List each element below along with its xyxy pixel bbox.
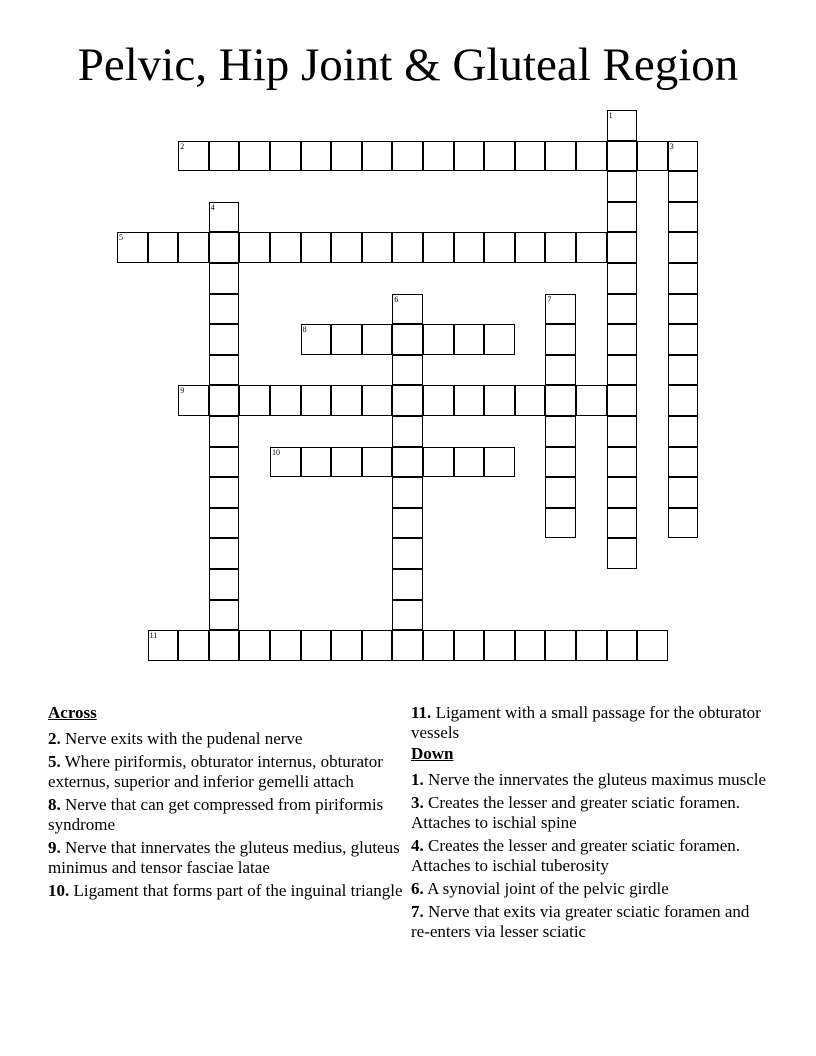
crossword-cell[interactable] [209, 630, 240, 661]
crossword-cell[interactable] [270, 385, 301, 416]
crossword-cell[interactable] [178, 630, 209, 661]
clue-across-8: 8. Nerve that can get compressed from piriformis syndrome [48, 795, 384, 834]
crossword-cell[interactable] [392, 141, 423, 172]
page-title: Pelvic, Hip Joint & Gluteal Region [77, 39, 739, 91]
crossword-cell[interactable] [362, 141, 393, 172]
crossword-cell[interactable] [668, 508, 699, 539]
clue-number: 10 [272, 447, 280, 457]
crossword-cell[interactable] [454, 447, 485, 478]
crossword-cell[interactable] [239, 232, 270, 263]
crossword-cell[interactable] [362, 385, 393, 416]
clues-left-column [48, 703, 406, 904]
crossword-cell[interactable] [392, 630, 423, 661]
crossword-cell[interactable] [301, 324, 332, 355]
crossword-cell[interactable] [545, 385, 576, 416]
crossword-cell[interactable] [301, 630, 332, 661]
crossword-cell[interactable] [607, 232, 638, 263]
crossword-cell[interactable] [607, 355, 638, 386]
crossword-cell[interactable] [515, 385, 546, 416]
crossword-cell[interactable] [301, 141, 332, 172]
crossword-cell[interactable] [545, 447, 576, 478]
crossword-cell[interactable] [668, 416, 699, 447]
crossword-cell[interactable] [668, 477, 699, 508]
crossword-cell[interactable] [607, 202, 638, 233]
crossword-cell[interactable] [454, 324, 485, 355]
crossword-cell[interactable] [209, 232, 240, 263]
crossword-cell[interactable] [637, 630, 668, 661]
crossword-cell[interactable] [545, 232, 576, 263]
clue-number: 11 [149, 631, 158, 641]
crossword-cell[interactable] [607, 324, 638, 355]
crossword-cell[interactable] [392, 569, 423, 600]
crossword-cell[interactable] [209, 416, 240, 447]
crossword-cell[interactable] [392, 324, 423, 355]
clue-across-2: 2. Nerve exits with the pudenal nerve [48, 729, 303, 748]
crossword-cell[interactable] [239, 630, 270, 661]
crossword-cell[interactable] [209, 569, 240, 600]
crossword-cell[interactable] [515, 141, 546, 172]
crossword-cell[interactable] [607, 477, 638, 508]
crossword-cell[interactable] [209, 477, 240, 508]
clue-number: 8 [302, 325, 307, 335]
crossword-cell[interactable] [331, 385, 362, 416]
clue-across-10: 10. Ligament that forms part of the inguinal triangle [48, 881, 403, 900]
crossword-cell[interactable] [545, 294, 576, 325]
crossword-cell[interactable] [545, 141, 576, 172]
crossword-cell[interactable] [454, 232, 485, 263]
clue-number: 9 [180, 386, 185, 396]
crossword-cell[interactable] [484, 385, 515, 416]
crossword-cell[interactable] [423, 630, 454, 661]
crossword-cell[interactable] [392, 232, 423, 263]
crossword-cell[interactable] [545, 324, 576, 355]
crossword-cell[interactable] [423, 447, 454, 478]
crossword-cell[interactable] [392, 294, 423, 325]
clue-number: 2 [180, 141, 185, 151]
crossword-cell[interactable] [484, 324, 515, 355]
crossword-cell[interactable] [668, 171, 699, 202]
clue-number: 5 [119, 233, 123, 243]
crossword-cell[interactable] [607, 508, 638, 539]
crossword-cell[interactable] [545, 416, 576, 447]
crossword-cell[interactable] [301, 447, 332, 478]
crossword-cell[interactable] [362, 630, 393, 661]
crossword-cell[interactable] [270, 141, 301, 172]
crossword-cell[interactable] [270, 447, 301, 478]
crossword-cell[interactable] [362, 324, 393, 355]
crossword-cell[interactable] [392, 600, 423, 631]
crossword-cell[interactable] [178, 141, 209, 172]
crossword-cell[interactable] [545, 630, 576, 661]
crossword-cell[interactable] [392, 355, 423, 386]
crossword-cell[interactable] [117, 232, 148, 263]
crossword-cell[interactable] [454, 141, 485, 172]
crossword-cell[interactable] [362, 447, 393, 478]
crossword-cell[interactable] [148, 630, 179, 661]
crossword-cell[interactable] [668, 202, 699, 233]
crossword-cell[interactable] [178, 385, 209, 416]
crossword-cell[interactable] [362, 232, 393, 263]
crossword-cell[interactable] [331, 324, 362, 355]
crossword-cell[interactable] [484, 630, 515, 661]
crossword-cell[interactable] [209, 141, 240, 172]
crossword-cell[interactable] [484, 141, 515, 172]
clue-number: 1 [608, 111, 613, 120]
clue-number: 6 [394, 294, 399, 304]
crossword-cell[interactable] [607, 171, 638, 202]
across-heading: Across [48, 703, 97, 722]
crossword-cell[interactable] [392, 447, 423, 478]
crossword-cell[interactable] [239, 141, 270, 172]
crossword-cell[interactable] [637, 141, 668, 172]
crossword-cell[interactable] [270, 232, 301, 263]
clue-across-5: 5. Where piriformis, obturator internus, obturator externus, superior and inferior gemelli attach [48, 752, 383, 791]
clue-across-11: 11. Ligament with a small passage for the obturator vessels [411, 703, 761, 742]
crossword-cell[interactable] [392, 385, 423, 416]
crossword-cell[interactable] [423, 385, 454, 416]
crossword-cell[interactable] [668, 385, 699, 416]
crossword-cell[interactable] [607, 110, 638, 141]
crossword-cell[interactable] [209, 508, 240, 539]
crossword-cell[interactable] [270, 630, 301, 661]
crossword-cell[interactable] [392, 538, 423, 569]
crossword-cell[interactable] [515, 232, 546, 263]
crossword-cell[interactable] [331, 630, 362, 661]
crossword-cell[interactable] [209, 324, 240, 355]
crossword-cell[interactable] [178, 232, 209, 263]
crossword-cell[interactable] [239, 385, 270, 416]
crossword-cell[interactable] [545, 508, 576, 539]
clue-across-9: 9. Nerve that innervates the gluteus medius, gluteus minimus and tensor fasciae latae [48, 838, 400, 877]
crossword-cell[interactable] [576, 141, 607, 172]
crossword-cell[interactable] [392, 416, 423, 447]
crossword-cell[interactable] [331, 447, 362, 478]
crossword-cell[interactable] [148, 232, 179, 263]
crossword-cell[interactable] [607, 416, 638, 447]
crossword-cell[interactable] [607, 538, 638, 569]
crossword-cell[interactable] [545, 355, 576, 386]
crossword-cell[interactable] [209, 385, 240, 416]
crossword-cell[interactable] [331, 141, 362, 172]
crossword-cell[interactable] [576, 385, 607, 416]
clue-down-3: 3. Creates the lesser and greater sciatic foramen. Attaches to ischial spine [411, 793, 740, 832]
crossword-cell[interactable] [484, 232, 515, 263]
crossword-cell[interactable] [423, 324, 454, 355]
crossword-cell[interactable] [423, 141, 454, 172]
crossword-cell[interactable] [607, 447, 638, 478]
clue-number: 7 [547, 294, 552, 304]
crossword-cell[interactable] [209, 355, 240, 386]
crossword-cell[interactable] [576, 232, 607, 263]
crossword-cell[interactable] [209, 263, 240, 294]
crossword-cell[interactable] [515, 630, 546, 661]
crossword-cell[interactable] [301, 232, 332, 263]
clue-down-7: 7. Nerve that exits via greater sciatic foramen and re-enters via lesser sciatic [411, 902, 750, 941]
crossword-cell[interactable] [209, 447, 240, 478]
crossword-cell[interactable] [423, 232, 454, 263]
clue-number: 3 [669, 141, 674, 151]
crossword-cell[interactable] [607, 141, 638, 172]
crossword-cell[interactable] [484, 447, 515, 478]
crossword-cell[interactable] [301, 385, 332, 416]
crossword-cell[interactable] [576, 630, 607, 661]
crossword-cell[interactable] [331, 232, 362, 263]
crossword-cell[interactable] [209, 294, 240, 325]
clue-down-1: 1. Nerve the innervates the gluteus maximus muscle [411, 770, 767, 789]
crossword-cell[interactable] [392, 477, 423, 508]
crossword-cell[interactable] [209, 600, 240, 631]
crossword-cell[interactable] [607, 385, 638, 416]
crossword-cell[interactable] [607, 630, 638, 661]
clues-right-column [411, 703, 771, 945]
crossword-cell[interactable] [668, 355, 699, 386]
crossword-cell[interactable] [668, 263, 699, 294]
clue-down-6: 6. A synovial joint of the pelvic girdle [411, 879, 669, 898]
crossword-cell[interactable] [607, 294, 638, 325]
crossword-cell[interactable] [545, 477, 576, 508]
crossword-cell[interactable] [668, 447, 699, 478]
down-heading: Down [411, 744, 454, 763]
crossword-cell[interactable] [209, 538, 240, 569]
crossword-cell[interactable] [209, 202, 240, 233]
crossword-cell[interactable] [454, 385, 485, 416]
crossword-cell[interactable] [392, 508, 423, 539]
crossword-cell[interactable] [668, 232, 699, 263]
crossword-cell[interactable] [607, 263, 638, 294]
clue-number: 4 [210, 202, 215, 212]
crossword-cell[interactable] [668, 141, 699, 172]
crossword-cell[interactable] [668, 324, 699, 355]
clue-down-4: 4. Creates the lesser and greater sciatic foramen. Attaches to ischial tuberosity [411, 836, 740, 875]
crossword-cell[interactable] [454, 630, 485, 661]
crossword-cell[interactable] [668, 294, 699, 325]
